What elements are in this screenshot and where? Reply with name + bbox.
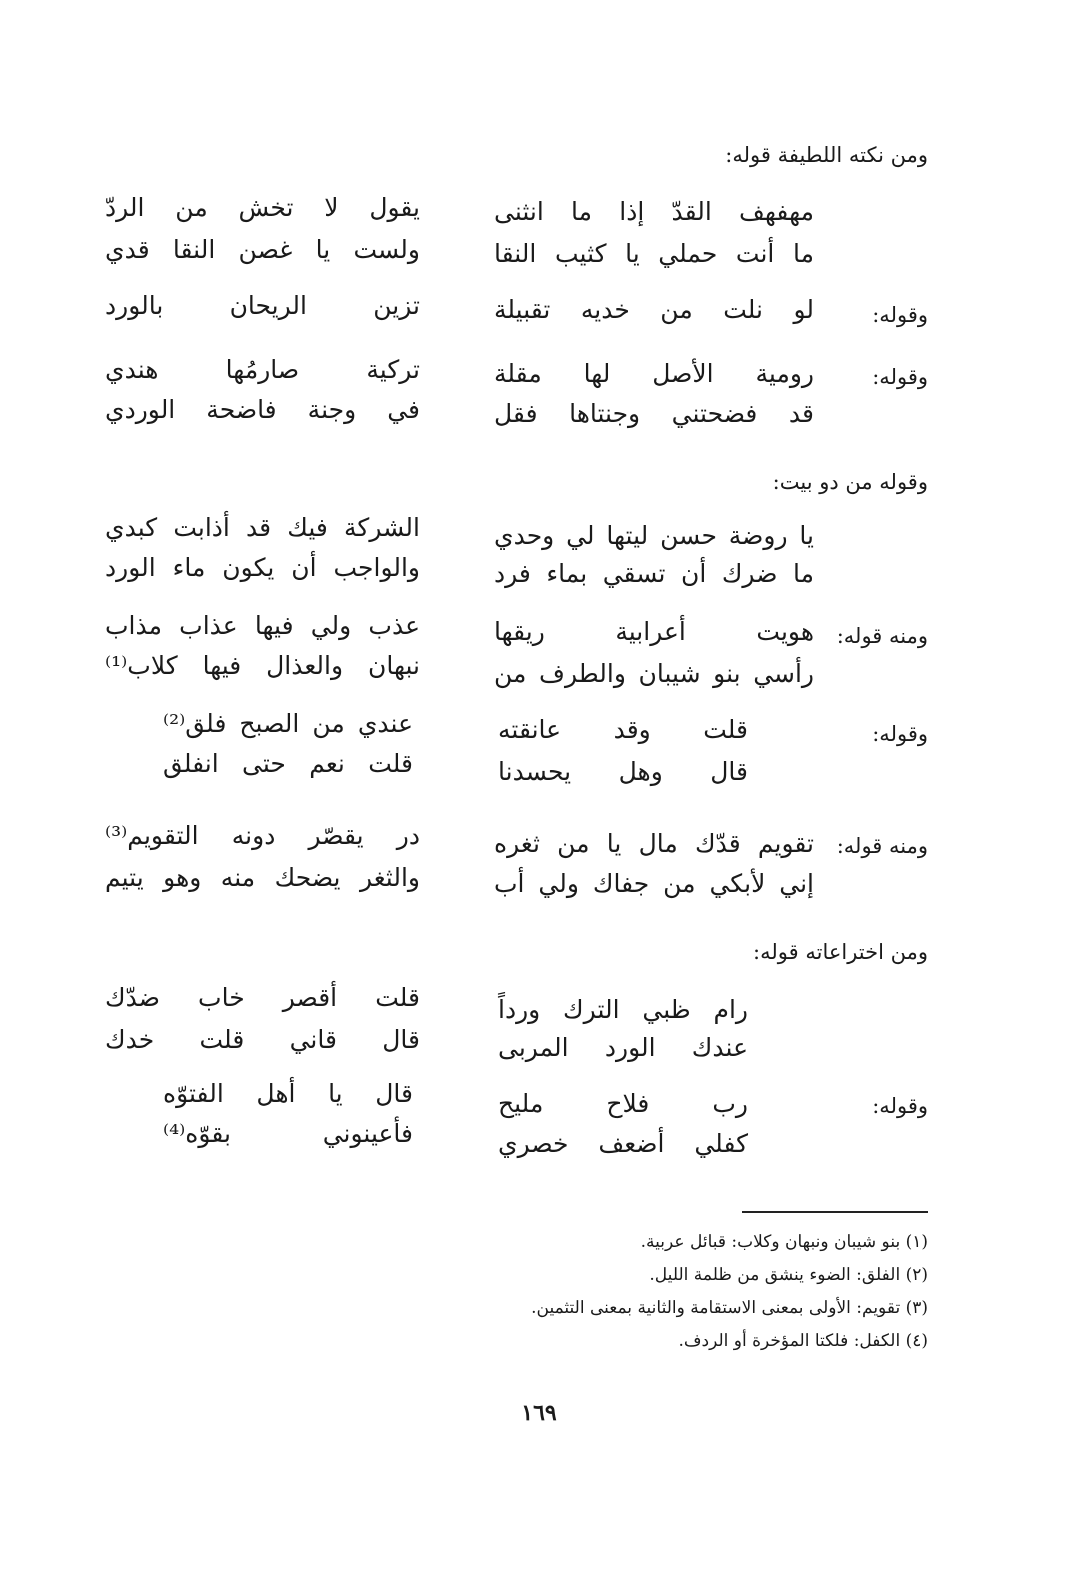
verse-hemistich: قد فضحتني وجنتاها فقل xyxy=(494,399,814,428)
verse-hemistich: والواجب أن يكون ماء الورد xyxy=(105,553,420,582)
verse-label: وقوله: xyxy=(872,365,928,389)
verse-hemistich: عندك الورد المربى xyxy=(498,1033,748,1062)
verse-hemistich: يقول لا تخش من الردّ xyxy=(105,193,420,222)
verse-hemistich: رأسي بنو شيبان والطرف من xyxy=(494,659,814,688)
verse-label: ومنه قوله: xyxy=(836,834,928,858)
verse-hemistich: فأعينوني بقوّه⁽⁴⁾ xyxy=(163,1119,413,1148)
verse-hemistich: تركية صارمُها هندي xyxy=(105,355,420,384)
footnote: (٣) تقويم: الأولى بمعنى الاستقامة والثانية بمعنى التثمين. xyxy=(531,1298,928,1318)
verse-hemistich: قلت نعم حتى انفلق xyxy=(163,749,413,778)
verse-hemistich: مهفهف القدّ إذا ما انثنى xyxy=(494,197,814,226)
verse-hemistich: تزين الريحان بالورد xyxy=(105,291,420,320)
footnote: (٢) الفلق: الضوء ينشق من ظلمة الليل. xyxy=(649,1265,928,1285)
verse-hemistich: هويت أعرابية ريقها xyxy=(494,617,814,646)
verse-hemistich: قال قاني قلت خدك xyxy=(105,1025,420,1054)
verse-hemistich: تقويم قدّك مال يا من ثغره xyxy=(494,829,814,858)
verse-hemistich: والثغر يضحك منه وهو يتيم xyxy=(105,863,420,892)
verse-hemistich: في وجنة فاضحة الوردي xyxy=(105,395,420,424)
verse-hemistich: قال يا أهل الفتوّه xyxy=(163,1079,413,1108)
verse-hemistich: رام ظبي الترك ورداً xyxy=(498,995,748,1024)
footnote-divider xyxy=(742,1211,928,1213)
verse-hemistich: يا روضة حسن ليتها لي وحدي xyxy=(494,521,814,550)
verse-hemistich: قلت أقصر خاب ضدّك xyxy=(105,983,420,1012)
section-intro: ومن اختراعاته قوله: xyxy=(753,940,928,964)
verse-hemistich: ما ضرك أن تسقي بماء فرد xyxy=(494,559,814,588)
verse-hemistich: إني لأبكي من جفاك ولي أب xyxy=(494,869,814,898)
verse-hemistich: عذب ولي فيها عذاب مذاب xyxy=(105,611,420,640)
verse-label: وقوله: xyxy=(872,1094,928,1118)
verse-hemistich: كفلي أضعف خصري xyxy=(498,1129,748,1158)
verse-hemistich: عندي من الصبح فلق⁽²⁾ xyxy=(163,709,413,738)
page-number: ١٦٩ xyxy=(521,1400,557,1426)
verse-label: وقوله: xyxy=(872,722,928,746)
verse-label: وقوله: xyxy=(872,303,928,327)
verse-hemistich: لو نلت من خديه تقبيلة xyxy=(494,295,814,324)
section-intro: وقوله من دو بيت: xyxy=(772,470,928,494)
verse-hemistich: نبهان والعذال فيها كلاب⁽¹⁾ xyxy=(105,651,420,680)
verse-hemistich: در يقصّر دونه التقويم⁽³⁾ xyxy=(105,821,420,850)
verse-hemistich: الشركة فيك قد أذابت كبدي xyxy=(105,513,420,542)
verse-hemistich: رومية الأصل لها مقلة xyxy=(494,359,814,388)
verse-hemistich: قلت وقد عانقته xyxy=(498,715,748,744)
verse-hemistich: قال وهل يحسدنا xyxy=(498,757,748,786)
footnote: (٤) الكفل: فلكتا المؤخرة أو الردف. xyxy=(678,1331,928,1351)
section-intro: ومن نكته اللطيفة قوله: xyxy=(725,143,928,167)
verse-hemistich: رب فلاح مليح xyxy=(498,1089,748,1118)
verse-label: ومنه قوله: xyxy=(836,624,928,648)
footnote: (١) بنو شيبان ونبهان وكلاب: قبائل عربية. xyxy=(640,1232,928,1252)
verse-hemistich: ما أنت حملي يا كثيب النقا xyxy=(494,239,814,268)
verse-hemistich: ولست يا غصن النقا قدي xyxy=(105,235,420,264)
